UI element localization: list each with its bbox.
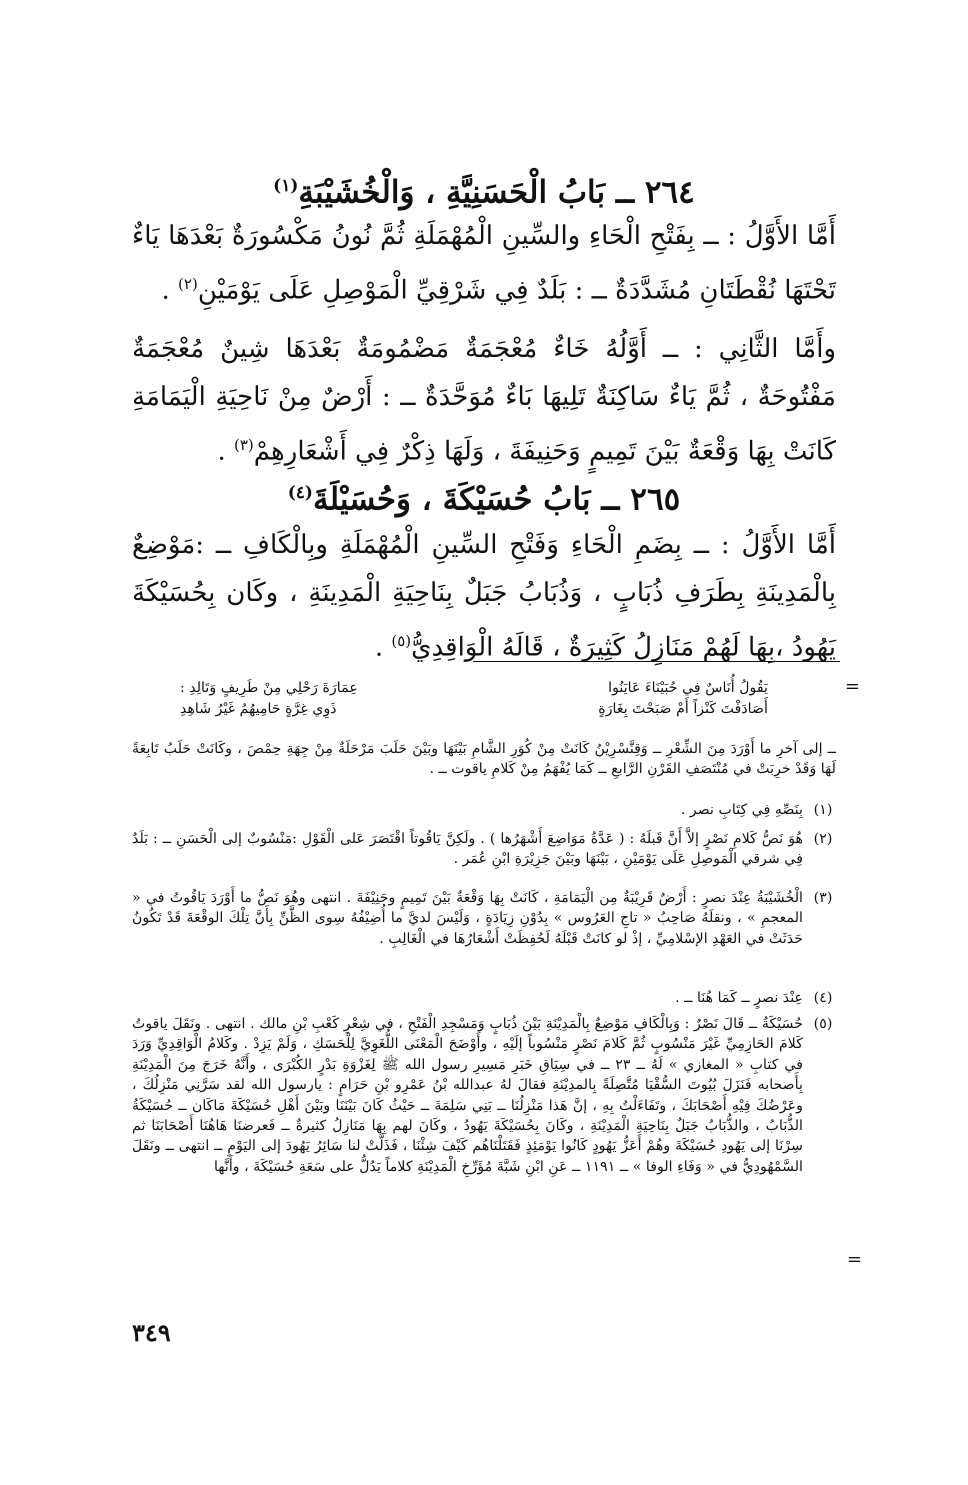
verse-2-first-hemistich: أَصَادَفْتَ كَنْزاً أَمْ صَبَحْتَ بِغَارَةٍ — [598, 701, 768, 717]
footnote-5-text: حُسَيْكَةُ ــ قَالَ نَصْرٌ : وَبِالْكَافِ مَوْضِعٌ بِالْمَدِيْنَةِ بَيْنَ ذُبَابٍ وَمَسْجِدِ الْفَتْحِ ، في شِعْرِ كَعْبِ بْنِ مالك . انتهى . ونَقَلَ ياقوتُ كَلامَ الحَازِمِيِّ غَيْرَ مَنْسُوبٍ ثُمَّ كَلامَ نَصْرٍ مَنْسُوباً إلَيْهِ ، وأَوْضَحَ الْمَعْنَى اللُّغَوِيَّ لِلْحَسَكِ ، وَلَمْ يَزِدْ . وكَلامُ الْوَاقِدِيِّ وَرَدَ في كتابِ « المغازي » لَهُ ــ ٢٣ ــ في سِيَاقِ خَبَرِ مَسِيرِ رسول الله ﷺ لِغَزْوَةِ بَدْرٍ الكُبْرَى ، وأَنَّهُ خَرَجَ مِنَ الْمَدِيْنَةِ بِأَصحابه فَنَزَلَ بُيُوتَ السُّقْيَا مُتَّصِلَةً بِالمدِيْنَةِ فقالَ لهُ عبدالله بْنُ عَمْرِو بْنِ حَرَامٍ : يارسول الله لقد سَرَّنِي مَنْزِلُكَ ، وعَرْضُكَ فِيْهِ أَصْحَابَكَ ، وتَفَاءَلْتُ بِهِ ، إنَّ هَذا مَنْزِلُنَا ــ بَنِي سَلِمَةَ ــ حَيْثُ كَانَ بَيْنَنَا وبَيْنَ أَهْلِ حُسَيْكَةَ مَاكَان ــ حُسَيْكَةُ الذُّبَابُ ، والذُّبَابُ جَبَلٌ بِنَاحِيَةِ الْمَدِيْنَةِ ، وكَانَ بِحُسَيْكَةَ يَهُودُ ، وكَانَ لهم بِهَا مَنَازِلُ كثيرةٌ ــ فَعرضنَا هَاهُنَا أَصْحَابَنَا ثم سِرْنَا إلى يَهُودِ حُسَيْكَةَ وهُمْ أَعَزُّ يَهُودٍ كَانُوا يَوْمَئِذٍ فَقَتَلْنَاهُم كَيْفَ شِئْنَا ، فَذَلَّتْ لنا سَائِرُ يَهُودَ إلى اليَوْمِ ــ انتهى ــ ونَقَلَ السَّمْهُودِيُّ في « وَفَاءِ الوفا » ــ ١١٩١ ــ عَنِ ابْنِ شَبَّةَ مُؤَرِّخِ الْمَدِيْنَةِ كلاماً يَدُلُّ على سَعَةِ حُسَيْكَةَ ، وأَنَّها — [132, 1016, 804, 1175]
entry-264-second-paragraph — [132, 325, 836, 476]
heading-264-note-ref: (١) — [273, 176, 299, 196]
entry-264-p2-note-ref: (٣) — [233, 436, 254, 454]
entry-265-p1-end: . — [374, 632, 392, 663]
footnote-2-text: هُوَ نَصُّ كَلامِ نَصْرٍ إلاَّ أَنَّ قَبلَهُ : ( عَدَّةُ مَوَاضِعَ أَشْهَرُها ) . ولَكِنَّ يَاقُوتاً اقْتَصَرَ عَلى الْقَوْلِ :مَنْسُوبٌ إلى الْحَسَنِ ــ : بَلَدٌ فِي شرقي الْمَوصِلِ عَلَى يَوْمَيْنِ ، بَيْنَهَا وبَيْنَ جَزِيْرَةِ ابْنِ عُمَر . — [132, 831, 803, 868]
footnote-verse-line-1 — [180, 678, 768, 698]
footnote-3-text: الْخُشَيْبَةُ عِنْدَ نصرٍ : أَرْضٌ قَرِيْبَةٌ مِن الْيَمَامَةِ ، كَانَتْ بِهَا وَقْعَةٌ بَيْنَ تَمِيمٍ وحَنِيْفَةَ . انتهى وهُوَ نَصُّ ما أَوْرَدَ يَاقُوتُ في « المعجمِ » ، ونقلَهُ صَاحِبُ « تاجِ العَرُوس » بِدُوْنِ زِيَادَةٍ ، وَلَيْسَ لديَّ ما أُضِيْفُهُ سِوى الظَّنِّ بِأَنَّ تِلْكَ الوقْعَةَ قَدْ تَكُونُ حَدَثَتْ في العَهْدِ الإسْلامِيِّ ، إذْ لو كانَتْ قَبْلَهُ لَحُفِظَتْ أَشْعَارُهَا في الْغَالِبِ . — [132, 890, 803, 947]
entry-264-p1-note-ref: (٢) — [178, 275, 198, 293]
footnote-5-number: (٥) — [813, 1016, 833, 1032]
entry-265-p1-text: أَمَّا الأَوَّلُ : ــ بِضَمِ الْحَاءِ وَفَتْحِ السِّينِ الْمُهْمَلَةِ وبِالْكَافِ ــ :مَوْضِعٌ بِالْمَدِينَةِ بِطَرَفِ ذُبَابٍ ، وَذُبَابُ جَبَلٌ بِنَاحِيَةِ الْمَدِينَةِ ، وكَان بِحُسَيْكَةَ يَهُودُ ،بِهَا لَهُمْ مَنَازِلُ كَثِيرَةٌ ، قَالَهُ الْوَاقِدِيُّ — [132, 530, 836, 663]
footnote-4-text: عِنْدَ نصرٍ ــ كَمَا هُنَا ــ . — [675, 990, 803, 1006]
footnote-4-number: (٤) — [813, 990, 833, 1006]
footnote-3-number: (٣) — [813, 890, 833, 906]
entry-264-p2-end: . — [217, 436, 234, 467]
heading-265-note-ref: (٤) — [287, 483, 313, 503]
entry-264-p1-text: أَمَّا الأَوَّلُ : ــ بِفَتْحِ الْحَاءِ والسِّينِ الْمُهْمَلَةِ ثُمَّ نُونُ مَكْسُورَةٌ بَعْدَهَا يَاءٌ تَحْتَهَا نُقْطَتَانِ مُشَدَّدَةٌ ــ : بَلَدٌ فِي شَرْقِيِّ الْمَوْصِلِ عَلَى يَوْمَيْنِ — [132, 221, 836, 306]
verse-2-second-hemistich: ذَوِي غِرَّةٍ حَامِيهُمُ غَيْرُ شَاهِدِ — [180, 701, 337, 717]
entry-264-p1-end: . — [161, 275, 179, 306]
verse-1-second-hemistich: عِمَارَةَ رَحْلِي مِنْ طَرِيفٍ وَتَالِدِ : — [180, 680, 358, 696]
footnote-1-number: (١) — [813, 802, 833, 818]
section-heading-264 — [150, 166, 818, 212]
footnote-1-text: بِنَصِّهِ فِي كِتَابِ نصر . — [680, 802, 803, 818]
footnote-continuation-text: ــ إلى آخرِ ما أَوْرَدَ مِنَ الشِّعْرِ ــ وَقِنَّسْرِيْنُ كَانَتْ مِنْ كُوَرِ الشَّامِ بَيْنَهَا وبَيْنَ حَلَبَ مَرْحَلَةٌ مِنْ جِهَةِ حِمْصَ ، وكَانَتْ حَلَبُ تَابِعَةً لَهَا وَقَدْ خرِبَتْ في مُنْتَصَفِ القَرْنِ الرَّابعِ ــ كَمَا يُفْهَمُ مِنْ كَلامِ ياقوت ــ . — [132, 741, 836, 778]
heading-264-text: ٢٦٤ ــ بَابُ الْحَسَنِيَّةِ ، وَالْخُشَيْبَةِ — [298, 174, 695, 211]
entry-265-p1-note-ref: (٥) — [391, 632, 412, 650]
page-number: ٣٤٩ — [132, 1318, 171, 1347]
entry-264-p2-text: وأَمَّا الثَّانِي : ــ أَوَّلُهُ خَاءٌ مُعْجَمَةٌ مَضْمُومَةٌ بَعْدَهَا شِينٌ مُعْجَمَةٌ مَفْتُوحَةٌ ، ثُمَّ يَاءٌ سَاكِنَةٌ تَلِيهَا بَاءٌ مُوَحَّدَةٌ ــ : أَرْضٌ مِنْ نَاحِيَةِ الْيَمَامَةِ كَانَتْ بِهَا وَقْعَةٌ بَيْنَ تَمِيمٍ وَحَنِيفَةَ ، وَلَهَا ذِكْرٌ فِي أَشْعَارِهِمْ — [132, 334, 836, 467]
entry-265-paragraph — [132, 521, 836, 672]
verse-1-first-hemistich: يَقُولُ أُنَاسٌ فِي حُبَيْنَاءَ عَايَنُوا — [608, 680, 768, 696]
continuation-mark-top: = — [844, 676, 860, 697]
footnote-separator — [473, 661, 840, 662]
continuation-mark-bottom: = — [846, 1249, 862, 1270]
section-heading-265 — [150, 473, 818, 519]
entry-264-first-paragraph — [132, 212, 836, 315]
heading-265-text: ٢٦٥ ــ بَابُ حُسَيْكَةَ ، وَحُسَيْلَةَ — [312, 481, 681, 518]
footnote-verse-line-2 — [180, 699, 768, 719]
footnote-2-number: (٢) — [813, 831, 833, 847]
